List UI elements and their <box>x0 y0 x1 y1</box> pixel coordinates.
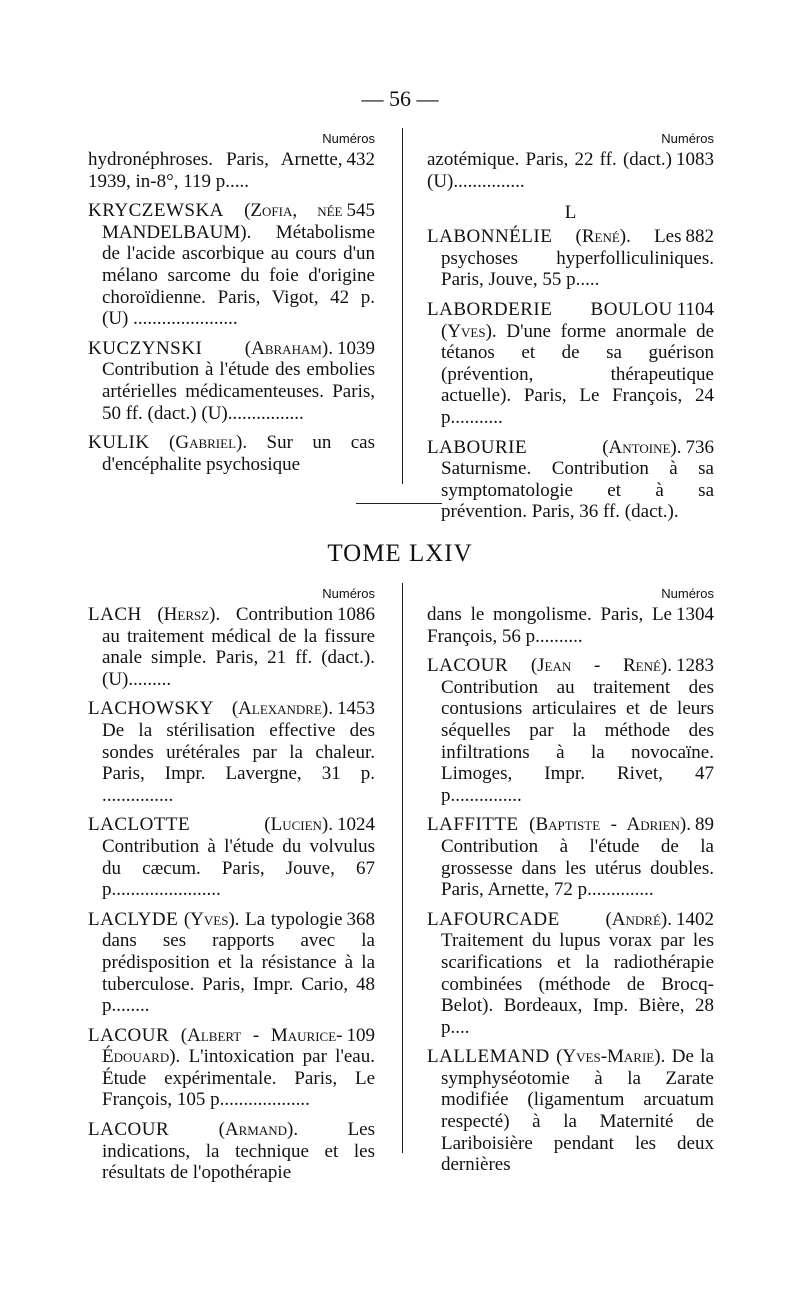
author-surname: LACLOTTE <box>88 814 191 836</box>
index-entry <box>427 909 714 1039</box>
section-letter: L <box>564 202 577 224</box>
entry-number: 89 <box>695 814 714 836</box>
author-given-name: (Jean - René). <box>530 655 672 677</box>
index-entry <box>427 226 714 291</box>
author-given-name: (Alexandre). <box>231 698 333 720</box>
entry-text: Contribution au traitement des contusions articulaires et de leurs séquelles par la méthode des infiltrations à la novocaïne. Limoges, Impr. Rivet, 47 p............... <box>441 676 714 806</box>
index-entry <box>88 1119 375 1184</box>
author-surname: LABONNÉLIE <box>427 226 553 248</box>
entry-text: Contribution au traitement médical de la fissure anale simple. Paris, 21 ff. (dact.). (U)......... <box>102 604 375 690</box>
index-entry <box>88 338 375 424</box>
column-header: Numéros <box>661 586 714 601</box>
section-divider <box>356 503 442 504</box>
page-number: — 56 — <box>361 86 439 111</box>
author-given-name: (Abraham). <box>244 337 333 359</box>
entry-text: Saturnisme. Contribution à sa symptomatologie et à sa prévention. Paris, 36 ff. (dact.). <box>441 458 714 523</box>
bottom-section <box>88 583 714 1184</box>
index-entry <box>427 604 714 647</box>
author-surname: KRYCZEWSKA <box>88 200 224 222</box>
entry-number: 1304 <box>676 604 714 625</box>
index-entry <box>427 149 714 192</box>
entry-text: Les psychoses hyperfolliculiniques. Paris, Jouve, 55 p..... <box>441 226 714 291</box>
entry-number: 882 <box>685 226 714 248</box>
author-given-name: (Antoine). <box>602 436 682 458</box>
entry-number: 368 <box>346 908 375 930</box>
author-given-name: (Lucien). <box>264 814 333 836</box>
author-surname: LABORDERIE BOULOU <box>427 298 673 320</box>
top-left-column <box>88 128 375 483</box>
author-given-name: (Yves). <box>183 908 240 930</box>
author-given-name: (Gabriel). <box>169 432 248 454</box>
author-surname: LABOURIE <box>427 436 528 458</box>
entry-number: 1039 <box>337 337 375 359</box>
author-surname: KUCZYNSKI <box>88 337 203 359</box>
author-given-name: (André). <box>605 908 672 930</box>
column-rule <box>402 128 403 484</box>
entry-text: L'intoxication par l'eau. Étude expérimentale. Paris, Le François, 105 p................... <box>102 1046 375 1111</box>
column-header: Numéros <box>661 131 714 146</box>
column-rule <box>402 583 403 1153</box>
entry-text: De la symphyséotomie à la Zarate modifiée (ligamentum arcuatum respecté) à la Maternité de Lariboisière pendant les deux dernières <box>441 1046 714 1176</box>
entry-number: 1024 <box>337 814 375 836</box>
entry-text: D'une forme anormale de tétanos et de sa guérison (prévention, thérapeutique actuelle). Paris, Le François, 24 p........... <box>441 320 714 428</box>
author-given-name: (René). <box>575 226 631 248</box>
index-entry <box>88 149 375 192</box>
index-entry <box>88 1025 375 1111</box>
entry-text: Métabolisme de l'acide ascorbique au cours d'un mélano sarcome du foie d'origine choroïdienne. Paris, Vigot, 42 p. (U) ...................... <box>102 221 375 330</box>
entry-number: 1083 <box>676 149 714 170</box>
index-entry <box>88 909 375 1017</box>
entry-number: 1104 <box>676 298 714 320</box>
author-given-name: (Armand). <box>218 1119 299 1141</box>
index-entry <box>427 299 714 429</box>
author-given-name: (Baptiste - Adrien). <box>529 814 691 836</box>
index-entry <box>427 1046 714 1176</box>
entry-text: La typologie dans ses rapports avec la prédisposition et la résistance à la tuberculose. Paris, Impr. Cario, 48 p........ <box>102 908 375 1017</box>
author-given-name: (Yves). <box>441 320 497 342</box>
author-surname: KULIK <box>88 432 150 454</box>
entry-number: 545 <box>346 200 375 222</box>
author-given-name: (Zofia, née MANDELBAUM). <box>102 200 343 243</box>
entry-number: 1402 <box>676 908 714 930</box>
author-surname: LACHOWSKY <box>88 698 214 720</box>
index-entry <box>88 604 375 690</box>
author-given-name: (Hersz). <box>157 604 221 625</box>
entry-text: dans le mongolisme. Paris, Le François, 56 p.......... <box>427 604 672 647</box>
bottom-left-column <box>88 583 375 1192</box>
bottom-right-column <box>427 583 714 1184</box>
entry-text: De la stérilisation effective des sondes urétérales par la chaleur. Paris, Impr. Lavergne, 31 p. ............... <box>102 719 375 806</box>
author-surname: LACOUR <box>88 1024 170 1046</box>
author-surname: LAFOURCADE <box>427 908 560 930</box>
top-section <box>88 128 714 523</box>
entry-number: 1086 <box>337 604 375 625</box>
index-entry <box>427 437 714 523</box>
author-given-name: (Yves-Marie). <box>556 1046 666 1068</box>
entry-text: Traitement du lupus vorax par les scarifications et la radiothérapie combinées (méthode de Brocq-Belot). Bordeaux, Imp. Bière, 28 p.... <box>441 930 714 1038</box>
author-surname: LACH <box>88 604 142 625</box>
entry-text: Contribution à l'étude de la grossesse dans les utérus doubles. Paris, Arnette, 72 p.............. <box>441 835 714 901</box>
index-entry <box>427 655 714 806</box>
entry-text: azotémique. Paris, 22 ff. (dact.) (U)............... <box>427 149 672 192</box>
entry-number: 1283 <box>676 655 714 677</box>
author-surname: LACLYDE <box>88 908 179 930</box>
index-entry <box>88 814 375 900</box>
author-surname: LACOUR <box>88 1119 170 1141</box>
author-given-name: (Albert - Maurice-Édouard). <box>102 1024 343 1068</box>
entry-text: Contribution à l'étude du volvulus du cæcum. Paris, Jouve, 67 p....................... <box>102 835 375 901</box>
entry-number: 736 <box>685 436 714 458</box>
entry-text: Les indications, la technique et les résultats de l'opothérapie <box>102 1119 375 1184</box>
tome-title: TOME LXIV <box>327 540 473 567</box>
index-entry <box>88 432 375 475</box>
index-entry <box>427 814 714 900</box>
column-header: Numéros <box>322 131 375 146</box>
top-right-column <box>427 128 714 531</box>
author-surname: LACOUR <box>427 655 509 677</box>
entry-number: 109 <box>346 1024 375 1046</box>
entry-number: 432 <box>346 149 375 170</box>
index-entry <box>88 200 375 330</box>
author-surname: LALLEMAND <box>427 1046 550 1068</box>
index-entry <box>88 698 375 806</box>
entry-number: 1453 <box>337 698 375 720</box>
entry-text: hydronéphroses. Paris, Arnette, 1939, in-8°, 119 p..... <box>88 149 343 192</box>
entry-text: Sur un cas d'encéphalite psychosique <box>102 432 376 475</box>
column-header: Numéros <box>322 586 375 601</box>
author-surname: LAFFITTE <box>427 814 519 836</box>
entry-text: Contribution à l'étude des embolies artérielles médicamenteuses. Paris, 50 ff. (dact.) (U)................ <box>102 359 375 424</box>
